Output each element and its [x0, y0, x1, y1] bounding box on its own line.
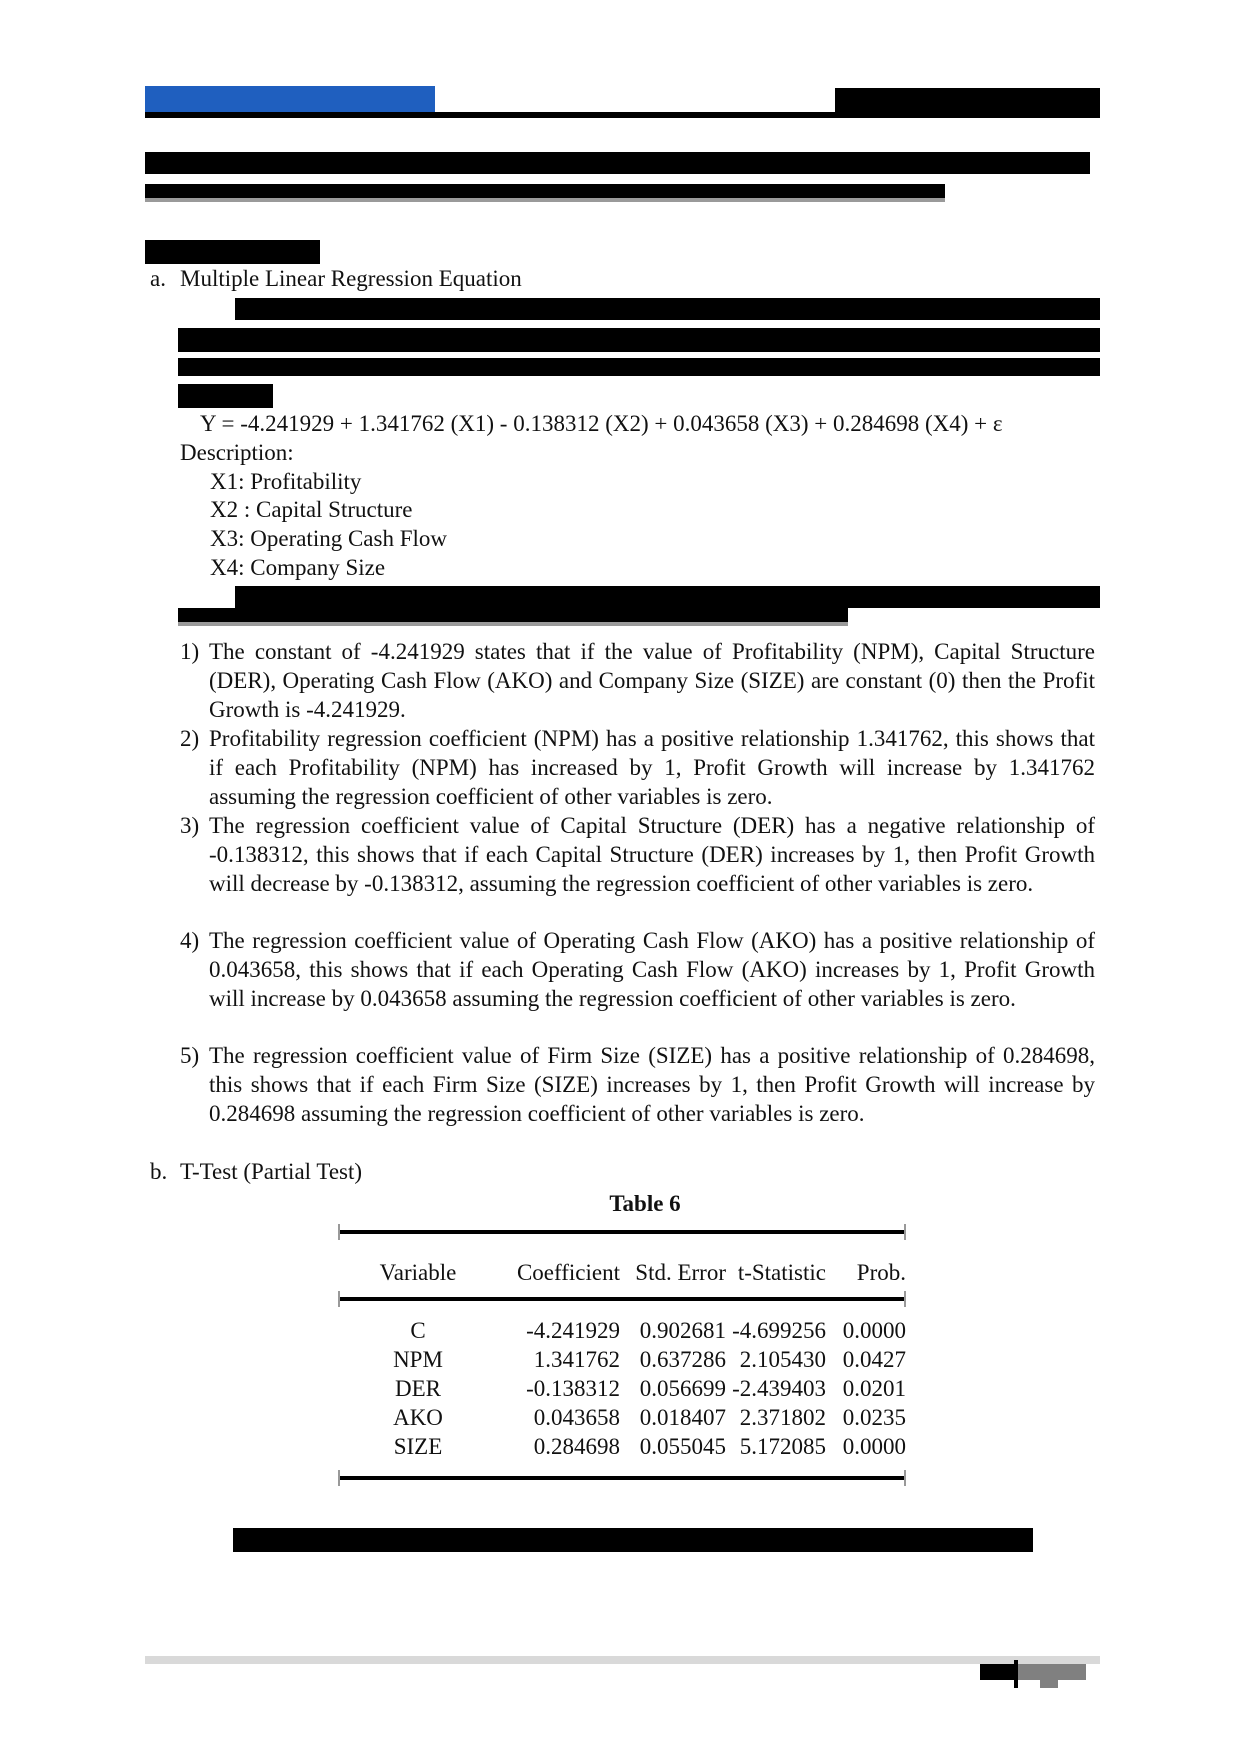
subsection-a-title: Multiple Linear Regression Equation — [180, 266, 522, 291]
cell-prob: 0.0000 — [842, 1434, 906, 1459]
interpretation-item-1 — [180, 637, 1095, 724]
redacted-paragraph-line — [235, 298, 1100, 320]
cell-coefficient: -0.138312 — [526, 1376, 620, 1401]
redacted-text-line — [145, 198, 945, 202]
variable-x4: X4: Company Size — [210, 555, 386, 580]
header-journal-ref-redacted — [835, 88, 1100, 118]
table-bottom-rule — [338, 1476, 906, 1480]
subsection-b-title: T-Test (Partial Test) — [180, 1159, 363, 1184]
table-source-note-redacted — [233, 1528, 1033, 1552]
redacted-paragraph-line — [178, 608, 848, 622]
table-row — [338, 1403, 906, 1432]
cell-coefficient: 0.043658 — [533, 1405, 620, 1430]
col-header-t-statistic: t-Statistic — [737, 1260, 826, 1285]
regression-table — [338, 1258, 906, 1287]
cell-prob: 0.0235 — [842, 1405, 906, 1430]
table-header-row — [338, 1258, 906, 1287]
cell-t-statistic: 5.172085 — [739, 1434, 826, 1459]
redacted-text-line — [145, 184, 945, 198]
cell-variable: AKO — [393, 1405, 443, 1430]
list-text: The regression coefficient value of Operating Cash Flow (AKO) has a positive relationship of 0.043658, this shows that if each Operating Cash Flow (AKO) increases by 1, Profit Growth will increase by 0.043658 assuming the regression coefficient of other variables is zero. — [209, 928, 1095, 1011]
table-row — [338, 1345, 906, 1374]
cell-t-statistic: 2.105430 — [739, 1347, 826, 1372]
cell-coefficient: 0.284698 — [533, 1434, 620, 1459]
interpretation-item-4 — [180, 926, 1095, 1013]
col-header-prob: Prob. — [856, 1260, 906, 1285]
list-number: 4) — [180, 928, 200, 953]
section-heading-redacted — [145, 240, 320, 264]
list-number: 2) — [180, 726, 200, 751]
cell-std-error: 0.902681 — [639, 1318, 726, 1343]
cell-t-statistic: 2.371802 — [739, 1405, 826, 1430]
variable-x1: X1: Profitability — [210, 469, 362, 494]
cell-std-error: 0.018407 — [639, 1405, 726, 1430]
table-row — [338, 1316, 906, 1345]
page-label-tail — [1040, 1680, 1058, 1688]
list-text: The constant of -4.241929 states that if the value of Profitability (NPM), Capital Structure (DER), Operating Cash Flow (AKO) and Company Size (SIZE) are constant (0) then the Profit Growth is -4.241929. — [209, 639, 1095, 722]
cell-t-statistic: -4.699256 — [732, 1318, 826, 1343]
cell-prob: 0.0427 — [842, 1347, 906, 1372]
table-header-rule — [338, 1297, 906, 1301]
regression-table-body — [338, 1316, 906, 1461]
cell-std-error: 0.056699 — [639, 1376, 726, 1401]
cell-std-error: 0.637286 — [639, 1347, 726, 1372]
redacted-paragraph-line — [178, 384, 273, 408]
list-number: 5) — [180, 1043, 200, 1068]
cell-coefficient: -4.241929 — [526, 1318, 620, 1343]
interpretation-item-2 — [180, 724, 1095, 811]
col-header-coefficient: Coefficient — [516, 1260, 620, 1285]
variable-x2: X2 : Capital Structure — [210, 497, 413, 522]
table-row — [338, 1374, 906, 1403]
header-url-link[interactable] — [145, 86, 435, 114]
cell-variable: DER — [395, 1376, 441, 1401]
cell-coefficient: 1.341762 — [533, 1347, 620, 1372]
cell-variable: C — [410, 1318, 426, 1343]
cell-std-error: 0.055045 — [639, 1434, 726, 1459]
redacted-paragraph-line — [235, 586, 1100, 608]
col-header-std-error: Std. Error — [635, 1260, 726, 1285]
list-number: 3) — [180, 813, 200, 838]
regression-equation: Y = -4.241929 + 1.341762 (X1) - 0.138312 (X2) + 0.043658 (X3) + 0.284698 (X4) + ε — [200, 411, 1003, 436]
col-header-variable: Variable — [379, 1260, 457, 1285]
cell-variable: NPM — [393, 1347, 443, 1372]
interpretation-item-3 — [180, 811, 1095, 898]
redacted-paragraph-line — [178, 358, 1100, 376]
page-label-redacted — [1018, 1664, 1086, 1680]
page-number-redacted — [980, 1664, 1014, 1680]
list-number: 1) — [180, 639, 200, 664]
cell-variable: SIZE — [393, 1434, 443, 1459]
cell-prob: 0.0201 — [842, 1376, 906, 1401]
table-caption: Table 6 — [609, 1191, 681, 1216]
subsection-b-label: b. — [150, 1159, 168, 1184]
list-text: The regression coefficient value of Capital Structure (DER) has a negative relationship of -0.138312, this shows that if each Capital Structure (DER) increases by 1, then Profit Growth will decrease by -0.138312, assuming the regression coefficient of other variables is zero. — [209, 813, 1095, 896]
list-text: Profitability regression coefficient (NPM) has a positive relationship 1.341762, this shows that if each Profitability (NPM) has increased by 1, Profit Growth will increase by 1.341762 assuming the regression coefficient of other variables is zero. — [209, 726, 1095, 809]
redacted-text-line — [145, 152, 1090, 174]
interpretation-item-5 — [180, 1041, 1095, 1128]
table-row — [338, 1432, 906, 1461]
subsection-a-label: a. — [150, 266, 166, 291]
redacted-paragraph-line — [178, 622, 848, 626]
list-text: The regression coefficient value of Firm Size (SIZE) has a positive relationship of 0.284698, this shows that if each Firm Size (SIZE) increases by 1, then Profit Growth will increase by 0.284698 assuming the regression coefficient of other variables is zero. — [209, 1043, 1095, 1126]
footer-rule — [145, 1656, 1100, 1664]
cell-prob: 0.0000 — [842, 1318, 906, 1343]
redacted-paragraph-line — [178, 328, 1100, 352]
description-label: Description: — [180, 440, 294, 465]
table-top-rule — [338, 1230, 906, 1234]
variable-x3: X3: Operating Cash Flow — [210, 526, 448, 551]
cell-t-statistic: -2.439403 — [732, 1376, 826, 1401]
